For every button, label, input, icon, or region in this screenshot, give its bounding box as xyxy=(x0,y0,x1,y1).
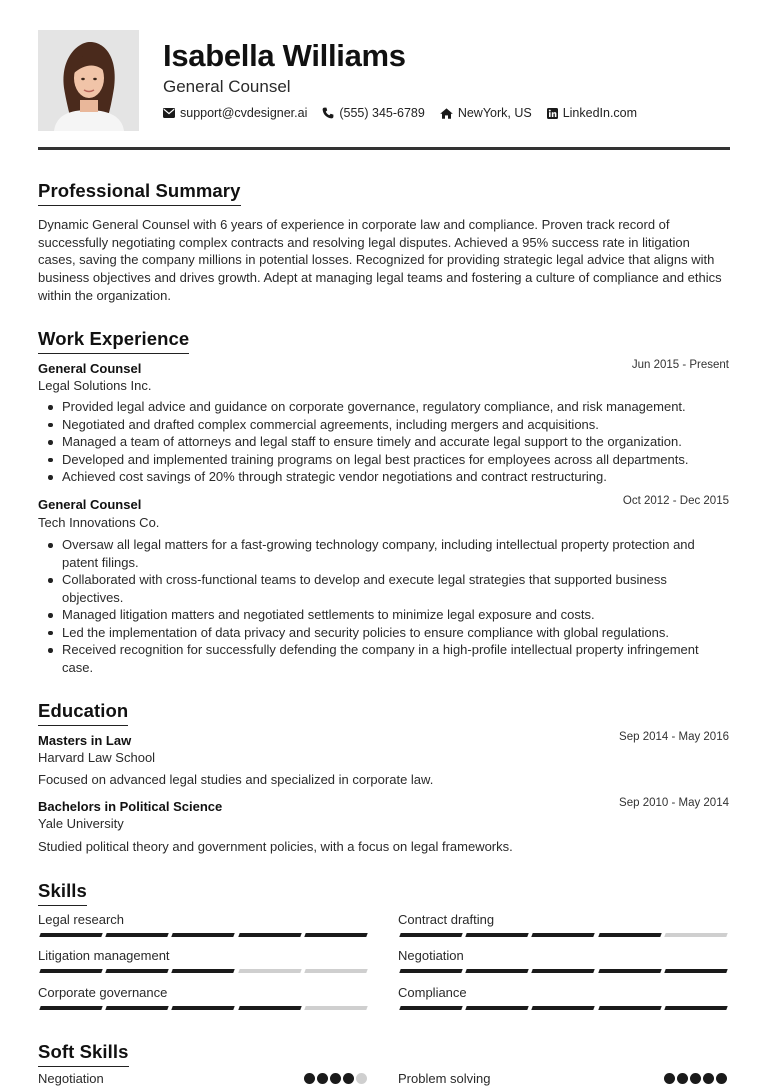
skill-label: Negotiation xyxy=(398,948,464,963)
skill-level-segment xyxy=(105,933,169,937)
summary-text: Dynamic General Counsel with 6 years of experience in corporate law and compliance. Proven track record of successfully negotiating complex contracts and resolving legal disputes. Achieved a 95% success rate in litigation cases, saving the company millions in potential losses. Recognized for providing strategic legal advice that aligns with business objectives and drives growth. Adept at managing legal teams and fostering a culture of compliance and ethics within the organization. xyxy=(38,217,722,303)
email-text: support@cvdesigner.ai xyxy=(180,106,308,120)
rating-dot xyxy=(356,1073,367,1084)
skill-label: Corporate governance xyxy=(38,985,168,1000)
list-item: Managed a team of attorneys and legal staff to ensure timely and accurate legal support to the organization. xyxy=(62,433,728,451)
skill-level-segment xyxy=(304,969,368,973)
rating-dot xyxy=(317,1073,328,1084)
skill-bar xyxy=(400,969,731,973)
job-bullets xyxy=(62,398,728,486)
contact-row xyxy=(163,106,652,120)
list-item: Developed and implemented training programs on legal best practices for employees across all departments. xyxy=(62,451,728,469)
job-title: General Counsel xyxy=(38,361,142,376)
degree-title: Masters in Law xyxy=(38,733,132,748)
skill-level-segment xyxy=(105,1006,169,1010)
avatar xyxy=(38,30,139,131)
phone-text: (555) 345-6789 xyxy=(339,106,425,120)
education-dates: Sep 2010 - May 2014 xyxy=(619,797,729,809)
envelope-icon xyxy=(163,108,175,118)
phone-icon xyxy=(322,107,334,119)
list-item: Managed litigation matters and negotiated settlements to minimize legal exposure and costs. xyxy=(62,606,728,624)
skill-bar xyxy=(400,933,731,937)
list-item: Provided legal advice and guidance on corporate governance, regulatory compliance, and risk management. xyxy=(62,398,728,416)
resume-header xyxy=(38,30,730,152)
skill-level-segment xyxy=(664,933,728,937)
skill-level-segment xyxy=(664,969,728,973)
skill-label: Contract drafting xyxy=(398,912,495,927)
list-item: Led the implementation of data privacy and security policies to ensure compliance with global regulations. xyxy=(62,624,728,642)
list-item: Oversaw all legal matters for a fast-growing technology company, including intellectual property protection and patent filings. xyxy=(62,536,728,571)
location-text: NewYork, US xyxy=(457,106,532,120)
skill-level-segment xyxy=(399,1006,463,1010)
skill-level-segment xyxy=(598,1006,662,1010)
skill-level-segment xyxy=(238,933,302,937)
skill-bar xyxy=(40,1006,371,1010)
job-dates: Oct 2012 - Dec 2015 xyxy=(622,495,729,507)
list-item: Negotiated and drafted complex commercial agreements, including mergers and acquisitions. xyxy=(62,416,728,434)
skill-bar xyxy=(40,933,371,937)
job-organization: Legal Solutions Inc. xyxy=(38,378,152,393)
skill-label: Litigation management xyxy=(38,948,170,963)
home-icon xyxy=(440,108,453,119)
skill-level-segment xyxy=(39,933,103,937)
skill-bar xyxy=(400,1006,731,1010)
soft-skills-heading: Soft Skills xyxy=(38,1041,129,1067)
experience-heading: Work Experience xyxy=(38,328,189,354)
skill-level-segment xyxy=(532,1006,596,1010)
job-bullets xyxy=(62,536,728,676)
school-name: Harvard Law School xyxy=(38,750,156,765)
linkedin-text: LinkedIn.com xyxy=(562,106,638,120)
skill-level-segment xyxy=(172,933,236,937)
list-item: Collaborated with cross-functional teams to develop and execute legal strategies that supported business objectives. xyxy=(62,571,728,606)
skill-level-segment xyxy=(399,969,463,973)
school-name: Yale University xyxy=(38,816,124,831)
skill-level-segment xyxy=(465,1006,529,1010)
rating-dot xyxy=(304,1073,315,1084)
education-heading: Education xyxy=(38,700,128,726)
soft-skill-rating xyxy=(662,1073,727,1084)
candidate-role: General Counsel xyxy=(163,77,291,96)
skill-label: Legal research xyxy=(38,912,124,927)
skill-level-segment xyxy=(304,933,368,937)
summary-heading: Professional Summary xyxy=(38,180,241,206)
contact-email[interactable] xyxy=(163,106,307,120)
rating-dot xyxy=(330,1073,341,1084)
skill-level-segment xyxy=(664,1006,728,1010)
rating-dot xyxy=(343,1073,354,1084)
skill-level-segment xyxy=(238,1006,302,1010)
soft-skill-label: Negotiation xyxy=(38,1071,104,1086)
degree-title: Bachelors in Political Science xyxy=(38,799,223,814)
rating-dot xyxy=(703,1073,714,1084)
contact-location xyxy=(440,106,532,120)
skill-level-segment xyxy=(465,933,529,937)
skill-bar xyxy=(40,969,371,973)
job-title: General Counsel xyxy=(38,497,142,512)
education-description: Focused on advanced legal studies and specialized in corporate law. xyxy=(38,772,434,787)
skill-level-segment xyxy=(39,1006,103,1010)
skill-level-segment xyxy=(105,969,169,973)
skill-level-segment xyxy=(399,933,463,937)
skill-level-segment xyxy=(465,969,529,973)
skill-level-segment xyxy=(39,969,103,973)
rating-dot xyxy=(677,1073,688,1084)
education-dates: Sep 2014 - May 2016 xyxy=(619,731,729,743)
skills-heading: Skills xyxy=(38,880,87,906)
skill-level-segment xyxy=(172,969,236,973)
list-item: Received recognition for successfully defending the company in a high-profile intellectual property infringement case. xyxy=(62,641,728,676)
skill-level-segment xyxy=(598,933,662,937)
candidate-name: Isabella Williams xyxy=(163,38,406,73)
skill-label: Compliance xyxy=(398,985,467,1000)
skill-level-segment xyxy=(172,1006,236,1010)
linkedin-icon xyxy=(547,108,558,119)
soft-skill-rating xyxy=(302,1073,367,1084)
rating-dot xyxy=(664,1073,675,1084)
skill-level-segment xyxy=(238,969,302,973)
soft-skill-label: Problem solving xyxy=(398,1071,491,1086)
skill-level-segment xyxy=(532,969,596,973)
contact-linkedin[interactable] xyxy=(547,106,637,120)
rating-dot xyxy=(716,1073,727,1084)
education-description: Studied political theory and government policies, with a focus on legal frameworks. xyxy=(38,839,513,854)
job-organization: Tech Innovations Co. xyxy=(38,515,160,530)
list-item: Achieved cost savings of 20% through strategic vendor negotiations and contract restructuring. xyxy=(62,468,728,486)
rating-dot xyxy=(690,1073,701,1084)
skill-level-segment xyxy=(304,1006,368,1010)
contact-phone[interactable] xyxy=(322,106,424,120)
job-dates: Jun 2015 - Present xyxy=(631,359,729,371)
skill-level-segment xyxy=(598,969,662,973)
skill-level-segment xyxy=(532,933,596,937)
header-divider xyxy=(38,147,730,150)
profile-photo xyxy=(38,30,139,131)
